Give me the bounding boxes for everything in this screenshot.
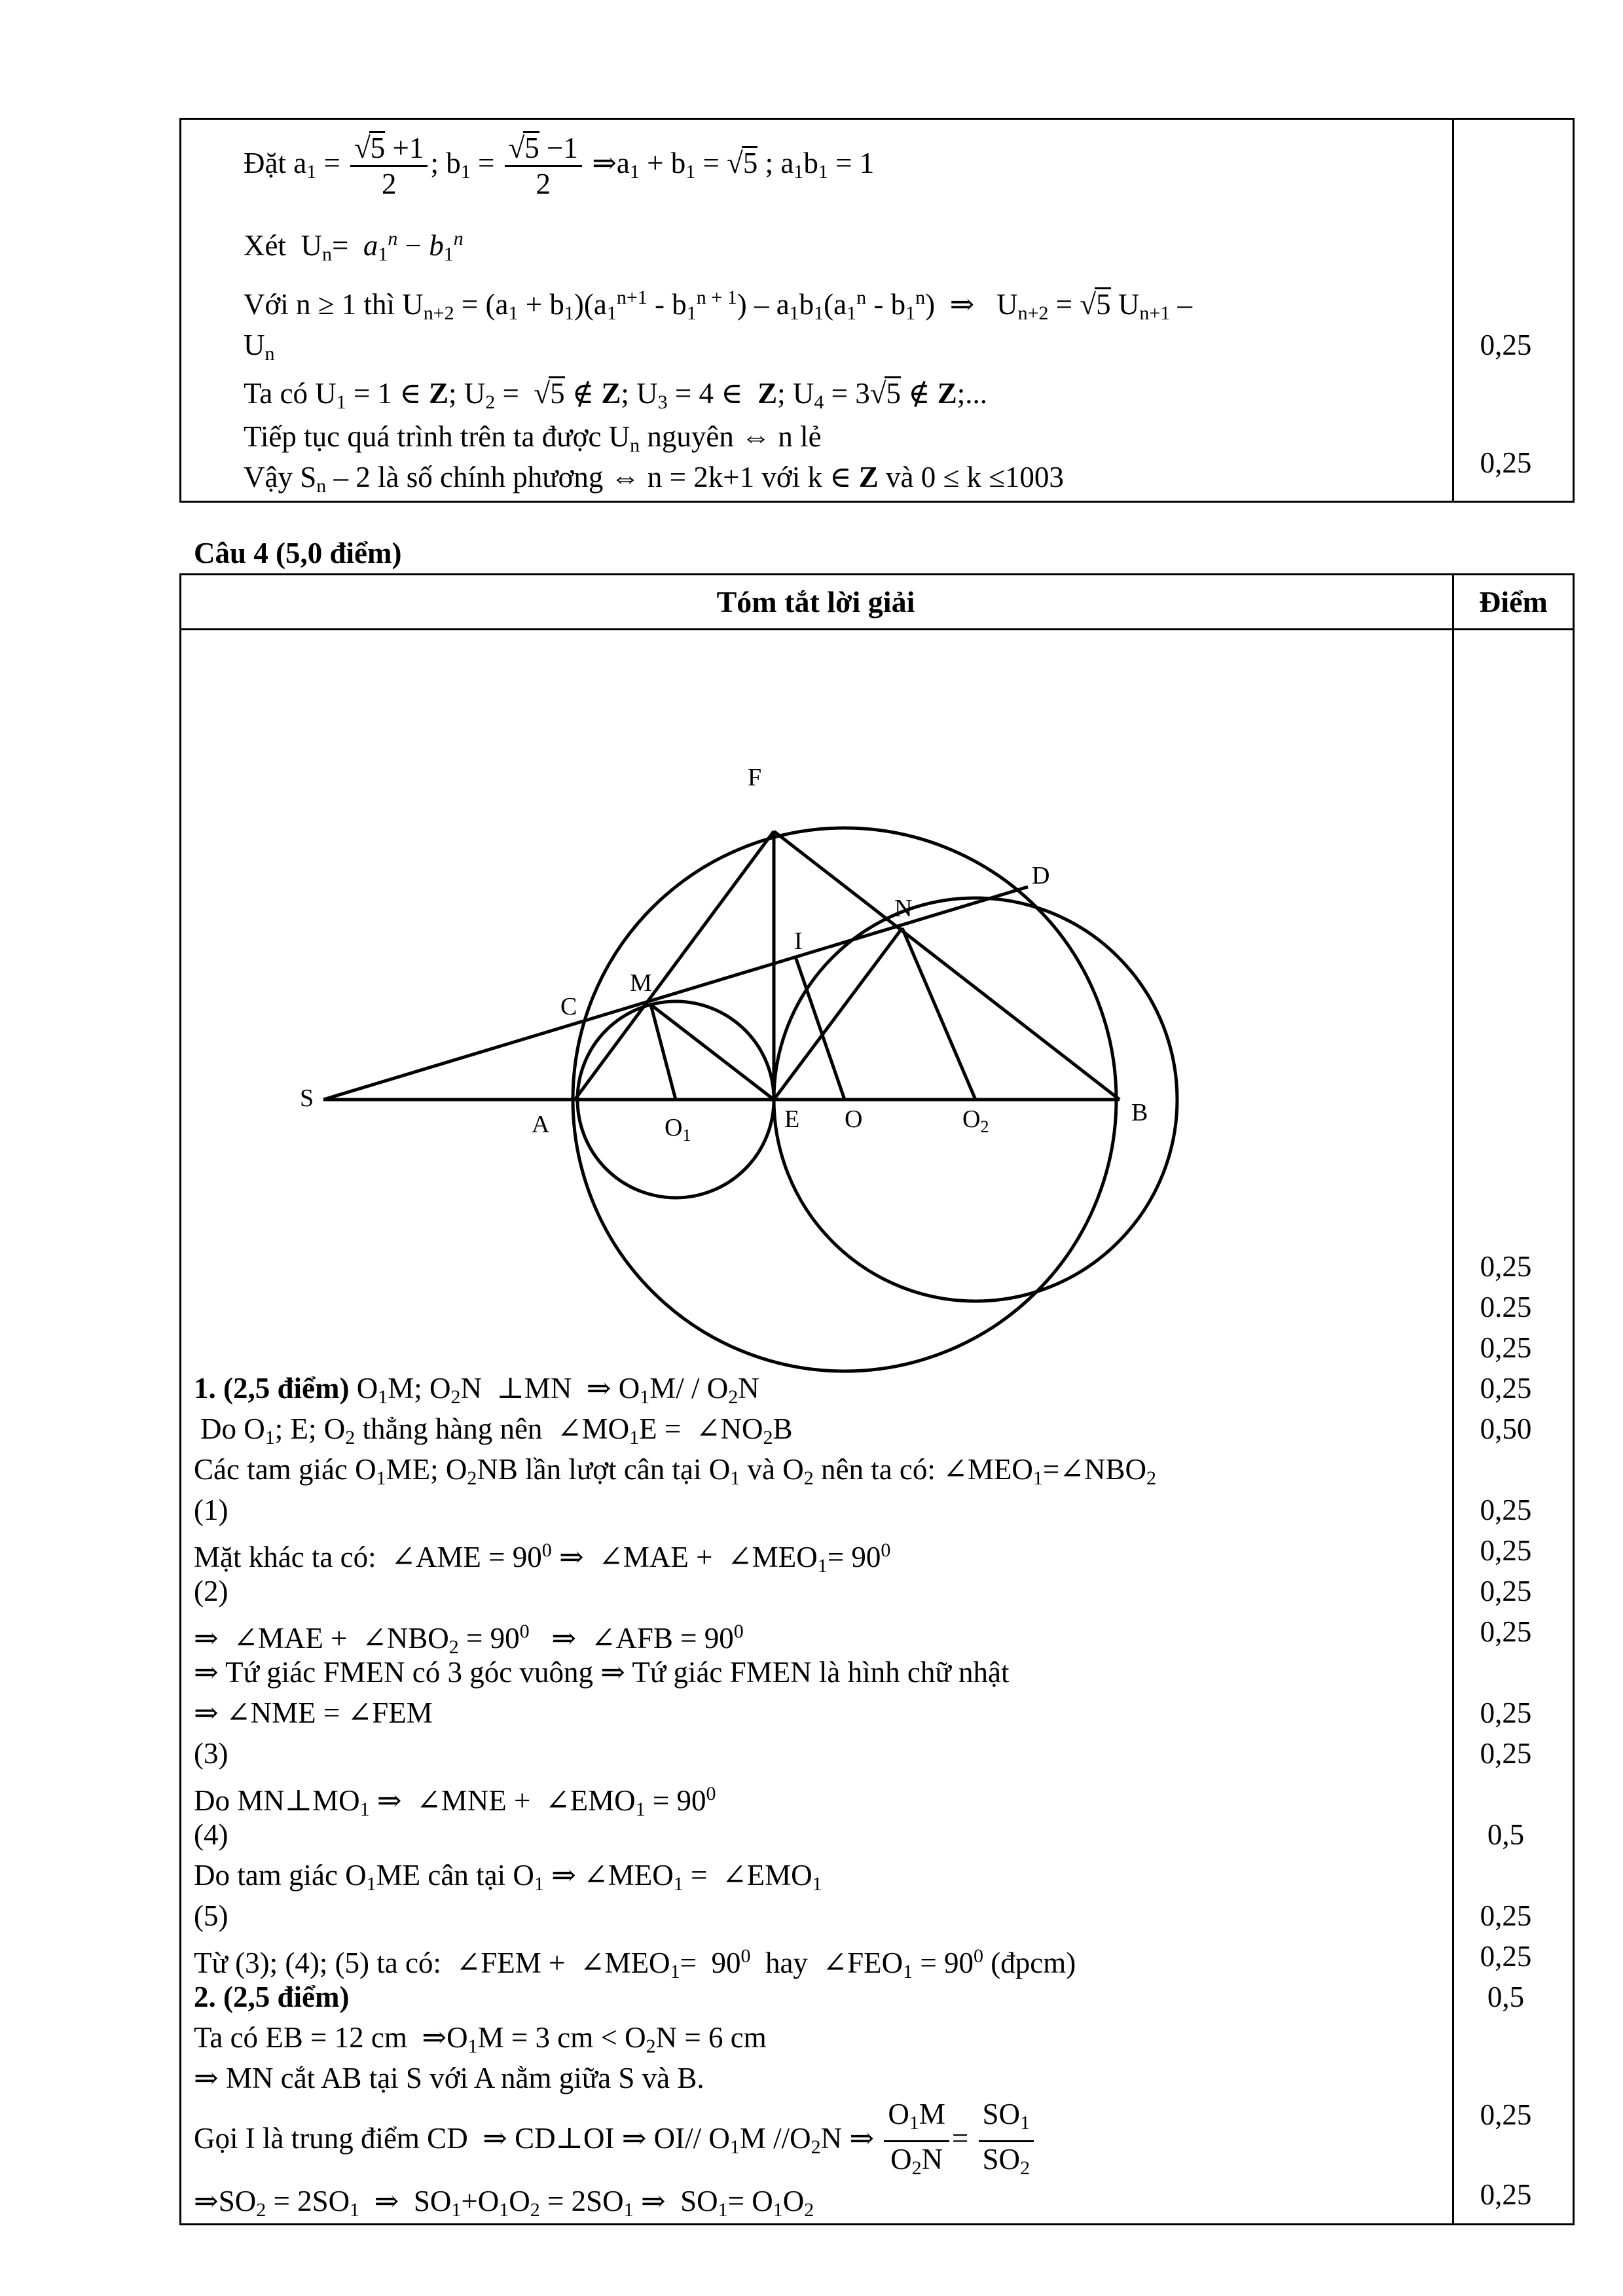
- part3-line-1: Đặt $a_1$ = $\frac{√5 +1}{2}$ ; $b_1$ = $\frac{√5 -1}{2}$ $\Rightarrow a_1 + b_1 = √5$ ; $a_1b_1 = 1$: [244, 132, 875, 200]
- label-F: F: [748, 764, 762, 791]
- solution-line-13: Do tam giác $O_1ME$ cân tại $O_1$ ⇒ $\angle MEO_1$ = $\angle EMO_1$: [194, 1859, 822, 1895]
- label-E: E: [784, 1105, 800, 1133]
- score-10: 0,25: [1480, 1696, 1532, 1729]
- solution-line-17: Ta có EB = 12 cm $\Rightarrow O_1M = 3$ cm < $O_2N = 6$ cm: [194, 2021, 767, 2057]
- solution-line-5: Mặt khác ta có: ∠AME = $90^0$ ⇒ ∠MAE + $\angle MEO_1= 90^0$: [194, 1539, 891, 1577]
- solution-line-16: 2. (2,5 điểm): [194, 1981, 350, 2013]
- score-6: 0,25: [1480, 1494, 1532, 1526]
- label-A: A: [532, 1111, 550, 1138]
- label-S: S: [300, 1085, 314, 1112]
- solution-line-11: Do $MN\perp MO_1$ ⇒ ∠MNE + $\angle EMO_1 = 90^0$: [194, 1783, 716, 1820]
- part3-line-3: Với n ≥ 1 thì $U_{n+2} = (a_1 + b_1)(a_1^{n+1} - b_1^{n + 1}) - a_1b_1(a_1^n - b_1^n)$ ⇒ $U_{n+2} = √5$ $U_{n+1}$ –: [244, 287, 1193, 324]
- solution-line-7: ⇒ ∠MAE + $\angle NBO_2 = 90^0$ ⇒ ∠AFB = $90^0$: [194, 1621, 744, 1658]
- score-5: 0,50: [1480, 1412, 1532, 1445]
- fraction-ratio-left: $\frac{O_1M}{O_2N}$: [884, 2097, 949, 2185]
- fraction-b1: $\frac{√5 -1}{2}$: [505, 131, 582, 201]
- label-B: B: [1131, 1099, 1148, 1126]
- solution-line-20: $\Rightarrow SO_2 = 2SO_1$ ⇒ $SO_1+O_1O_2 = 2SO_1$ ⇒ $SO_1= O_1O_2$: [194, 2185, 814, 2221]
- solution-line-8: ⇒ Tứ giác FMEN có 3 góc vuông ⇒ Tứ giác FMEN là hình chữ nhật: [194, 1656, 1010, 1689]
- score-7: 0,25: [1480, 1534, 1532, 1567]
- solution-line-19: Gọi I là trung điểm CD ⇒ CD⊥OI ⇒ OI// $O_1M$ $//O_2N$ ⇒ $\frac{O_1M}{O_2N}$ = $\frac{SO_1}{SO_2}$: [194, 2097, 1036, 2185]
- part3-line-7: Vậy $S_n - 2$ là số chính phương ⇔ n = 2k+1 với k ∈ Z và 0 ≤ k ≤1003: [244, 461, 1064, 497]
- solution-line-4: (1): [194, 1494, 228, 1526]
- label-O1: $O_1$: [665, 1114, 691, 1145]
- label-N: N: [894, 895, 913, 922]
- label-I: I: [794, 927, 803, 955]
- fraction-ratio-right: $\frac{SO_1}{SO_2}$: [979, 2097, 1034, 2185]
- solution-line-12: (4): [194, 1818, 228, 1851]
- solution-line-3: Các tam giác $O_1ME$; $O_2NB$ lần lượt cân tại $O_1$ và $O_2$ nên ta có: $\angle MEO_1=\angle NBO_2$: [194, 1453, 1156, 1489]
- solution-line-15: Từ (3); (4); (5) ta có: ∠FEM + $\angle MEO_1= 90^0$ hay $\angle FEO_1 = 90^0$ (đpcm): [194, 1945, 1076, 1982]
- label-M: M: [630, 969, 652, 997]
- solution-line-9: ⇒ ∠NME = ∠FEM: [194, 1696, 433, 1729]
- header-score: Điểm: [1479, 585, 1548, 619]
- part4-header-divider: [179, 628, 1575, 630]
- part3-line-5: Ta có $U_1 = 1$ ∈ Z; $U_2 = √5$ ∉ Z; $U_3 = 4$ ∈ Z; $U_4 = 3√5$ ∉ Z;...: [244, 377, 988, 413]
- label-D: D: [1032, 862, 1050, 889]
- solution-line-14: (5): [194, 1899, 228, 1932]
- score-8: 0,25: [1480, 1575, 1532, 1607]
- score-13: 0,25: [1480, 1899, 1532, 1932]
- label-O2: $O_2$: [962, 1105, 989, 1136]
- header-solution: Tóm tắt lời giải: [716, 585, 915, 619]
- solution-line-2: Do $O_1$; E; $O_2$ thẳng hàng nên $\angle MO_1E$ = $\angle NO_2B$: [200, 1412, 793, 1448]
- label-C: C: [560, 993, 577, 1020]
- score-12: 0,5: [1487, 1818, 1525, 1851]
- score-16: 0,25: [1480, 2098, 1532, 2131]
- score-17: 0,25: [1480, 2178, 1532, 2211]
- score-2: 0.25: [1480, 1291, 1532, 1323]
- part3-line-4: $U_n$: [244, 329, 275, 365]
- score-11: 0,25: [1480, 1737, 1532, 1770]
- part3-score-2: 0,25: [1480, 446, 1532, 479]
- part3-line-6: Tiếp tục quá trình trên ta được $U_n$ nguyên ⇔ n lẻ: [244, 420, 822, 456]
- score-3: 0,25: [1480, 1331, 1532, 1364]
- score-1: 0,25: [1480, 1250, 1532, 1283]
- score-14: 0,25: [1480, 1940, 1532, 1973]
- solution-line-18: ⇒ MN cắt AB tại S với A nằm giữa S và B.: [194, 2062, 704, 2094]
- part3-line-2: Xét $U_n= a_1^n - b_1^n$: [244, 228, 464, 265]
- score-4: 0,25: [1480, 1372, 1532, 1405]
- solution-line-6: (2): [194, 1575, 228, 1607]
- question-4-title: Câu 4 (5,0 điểm): [194, 537, 402, 569]
- fraction-a1: $\frac{√5 +1}{2}$: [350, 131, 428, 201]
- solution-line-1: 1. (2,5 điểm) $O_1M$; $O_2N$ ⊥MN ⇒ $O_1M/ / O_2N$: [194, 1372, 759, 1408]
- score-9: 0,25: [1480, 1615, 1532, 1648]
- solution-line-10: (3): [194, 1737, 228, 1770]
- score-15: 0,5: [1487, 1981, 1525, 2013]
- part3-score-1: 0,25: [1480, 329, 1532, 361]
- label-O: O: [845, 1105, 863, 1133]
